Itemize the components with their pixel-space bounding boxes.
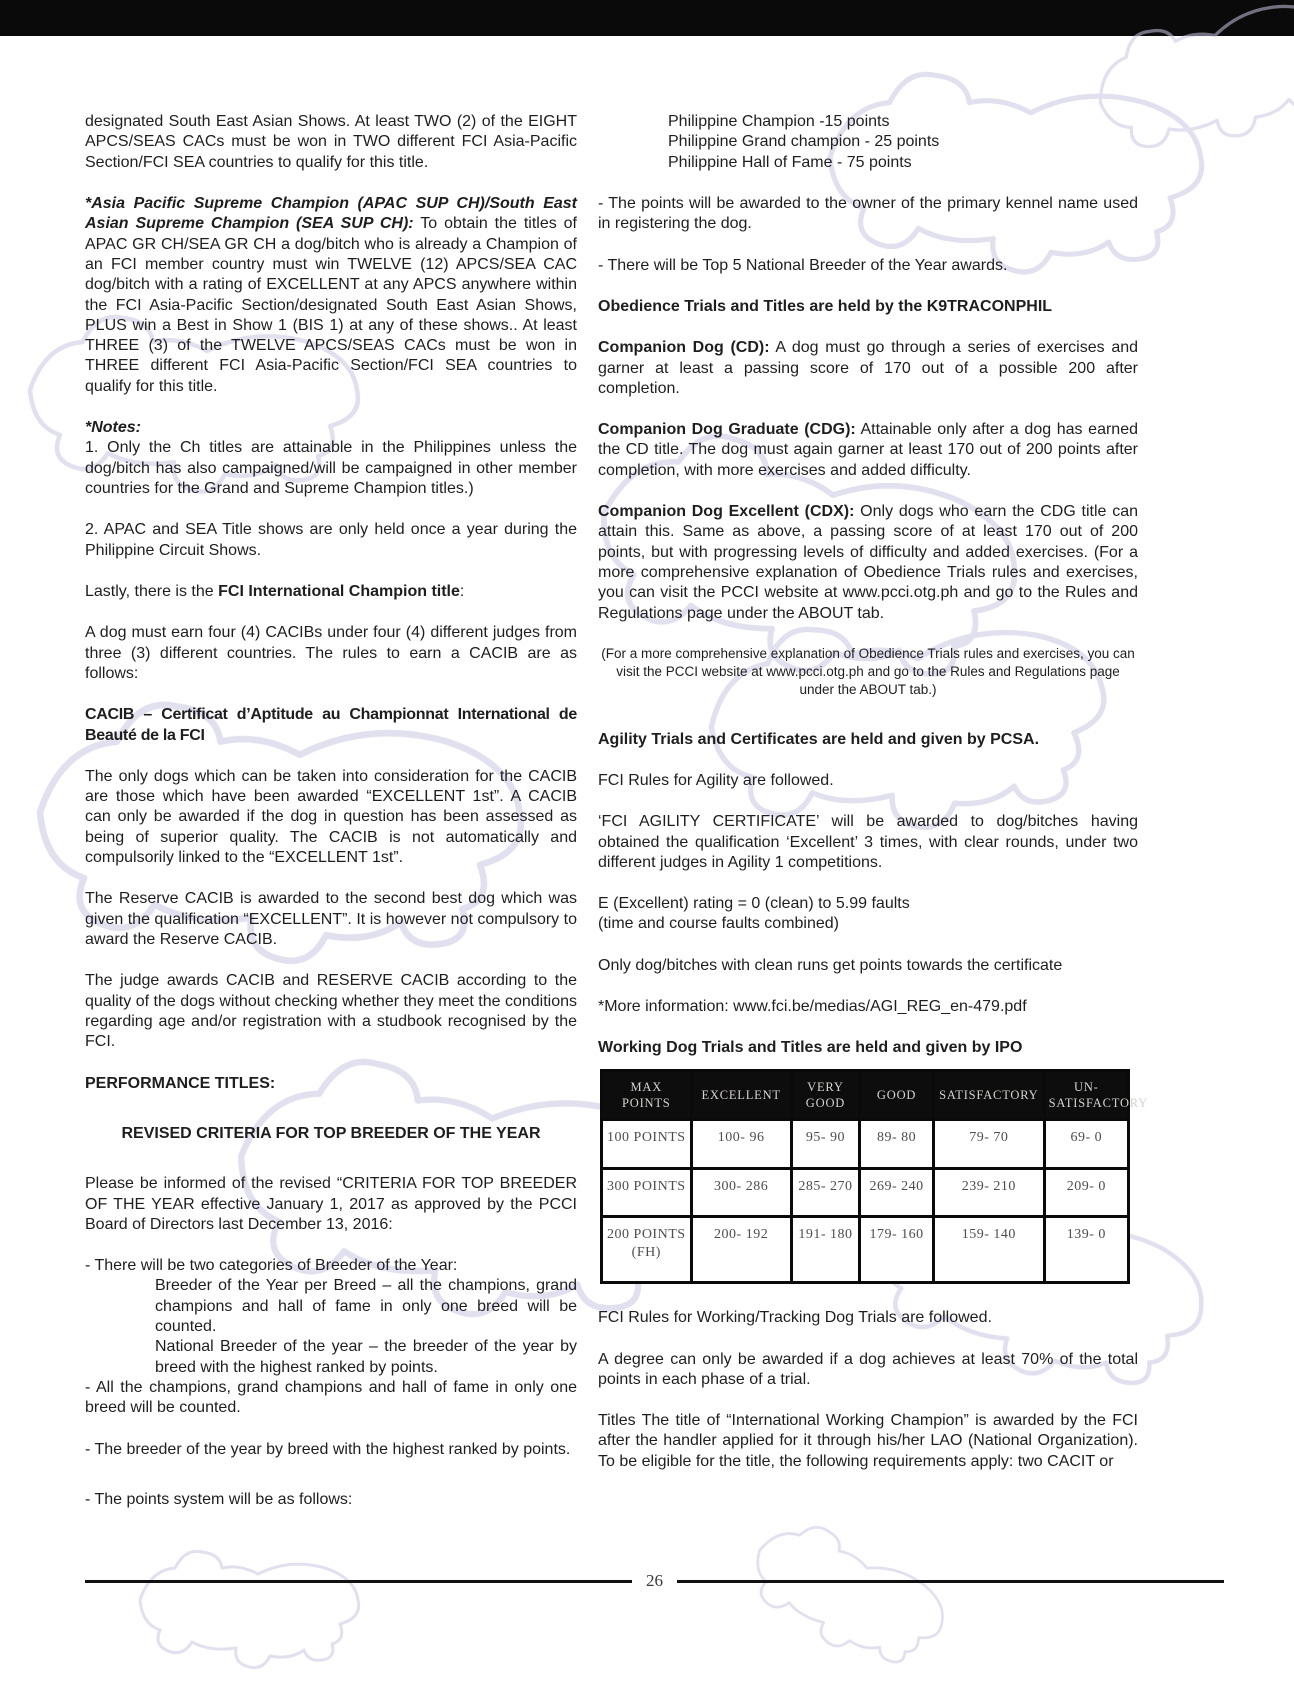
lastly-post: : xyxy=(459,582,465,600)
paragraph-points-owner: - The points will be awarded to the owner of the primary kennel name used in registering the dog. xyxy=(598,194,1138,233)
cell: 69- 0 xyxy=(1044,1120,1128,1169)
page-number: 26 xyxy=(646,1571,663,1590)
paragraph-clean-runs: Only dog/bitches with clean runs get points towards the certificate xyxy=(598,956,1063,974)
supreme-champion-heading: *Asia Pacific Supreme Champion (APAC SUP CH)/South East Asian Supreme Champion (SEA SUP CH): xyxy=(85,194,577,233)
header-good: GOOD xyxy=(860,1070,934,1120)
performance-titles-heading: PERFORMANCE TITLES: xyxy=(85,1074,276,1092)
working-dog-heading: Working Dog Trials and Titles are held and given by IPO xyxy=(598,1039,1023,1057)
header-very-good: VERY GOOD xyxy=(791,1070,860,1120)
paragraph-cacib-3: The judge awards CACIB and RESERVE CACIB according to the quality of the dogs without checking whether they meet the conditions regarding age and/or registration with a studbook recognised by the FCI. xyxy=(85,972,577,1051)
header-max-points: MAX POINTS xyxy=(602,1070,692,1120)
cdg-title: Companion Dog Graduate (CDG): xyxy=(598,421,856,439)
cell: 100- 96 xyxy=(691,1120,791,1169)
agility-trials-heading: Agility Trials and Certificates are held and given by PCSA. xyxy=(598,730,1040,748)
cell: 100 POINTS xyxy=(602,1120,692,1169)
cell: 159- 140 xyxy=(933,1217,1044,1283)
bullet-points-system: - The points system will be as follows: xyxy=(85,1490,353,1508)
points-philippine-champion: Philippine Champion -15 points xyxy=(668,113,890,130)
cell: 269- 240 xyxy=(860,1168,934,1217)
supreme-champion-text: To obtain the titles of APAC GR CH/SEA GR CH a dog/bitch who is already a Champion of an FCI member country must win TWELVE (12) APCS/SEA CAC dog/bitch with a rating of EXCELLENT at any APCS anywhere within the FCI Asia-Pacific Section/designated South East Asian Shows, PLUS win a Best in Show 1 (BIS 1) at any of these shows.. At least THREE (3) of the TWELVE APCS/SEAS CACs must be won in THREE different FCI Asia-Pacific Section/FCI SEA countries to qualify for this title. xyxy=(85,215,578,395)
cd-text: A dog must go through a series of exercises and garner at least a passing score of 170 out of a possible 200 after completion. xyxy=(598,339,1139,397)
note-1: 1. Only the Ch titles are attainable in the Philippines unless the dog/bitch has also campaigned/will be campaigned in other member countries for the Grand and Supreme Champion titles.) xyxy=(85,439,577,497)
note-2: 2. APAC and SEA Title shows are only held once a year during the Philippine Circuit Shows. xyxy=(85,521,577,559)
agility-rating-line1: E (Excellent) rating = 0 (clean) to 5.99 faults xyxy=(598,895,910,913)
cell: 300 POINTS xyxy=(602,1168,692,1217)
cell: 79- 70 xyxy=(933,1120,1044,1169)
left-column xyxy=(85,112,577,1531)
header-satisfactory: SATISFACTORY xyxy=(933,1070,1044,1120)
top-black-bar xyxy=(0,0,1294,36)
bullet-two-categories: - There will be two categories of Breeder of the Year: xyxy=(85,1257,458,1275)
footer-rule-left xyxy=(85,1580,632,1583)
table-row xyxy=(602,1168,1129,1217)
points-philippine-hall-of-fame: Philippine Hall of Fame - 75 points xyxy=(668,153,912,171)
revised-criteria-heading: REVISED CRITERIA FOR TOP BREEDER OF THE YEAR xyxy=(121,1124,541,1142)
page-footer xyxy=(85,1571,1224,1591)
cell: 300- 286 xyxy=(691,1168,791,1217)
paragraph-degree-70: A degree can only be awarded if a dog achieves at least 70% of the total points in each phase of a trial. xyxy=(598,1350,1138,1388)
sub-national-breeder: National Breeder of the year – the breeder of the year by breed with the highest ranked by points. xyxy=(155,1338,577,1376)
bullet-all-champions: - All the champions, grand champions and hall of fame in only one breed will be counted. xyxy=(85,1379,577,1417)
obedience-trials-heading: Obedience Trials and Titles are held by the K9TRACONPHIL xyxy=(598,297,1053,315)
notes-heading: *Notes: xyxy=(85,419,142,437)
cell: 200- 192 xyxy=(691,1217,791,1283)
paragraph-agility-rules: FCI Rules for Agility are followed. xyxy=(598,771,834,789)
points-philippine-grand-champion: Philippine Grand champion - 25 points xyxy=(668,133,940,151)
paragraph-cacib-1: The only dogs which can be taken into consideration for the CACIB are those which have been awarded “EXCELLENT 1st”. A CACIB can only be awarded if the dog in question has been assessed as being of superior quality. The CACIB is not automatically and compulsorily linked to the “EXCELLENT 1st”. xyxy=(85,767,577,867)
lastly-pre: Lastly, there is the xyxy=(85,582,219,600)
cacib-heading: CACIB – Certificat d’Aptitude au Championnat International de Beauté de la FCI xyxy=(85,706,577,744)
right-column xyxy=(598,112,1149,1493)
cd-title: Companion Dog (CD): xyxy=(598,339,770,357)
paragraph-international-working-champion: Titles The title of “International Working Champion” is awarded by the FCI after the handler applied for it through his/her LAO (National Organization). To be eligible for the title, the following requirements apply: two CACIT or xyxy=(598,1412,1138,1470)
cdg-text: Attainable only after a dog has earned the CD title. The dog must again garner at least 170 out of 200 points after completion, with more exercises and added difficulty. xyxy=(598,421,1138,479)
working-dog-score-table xyxy=(600,1069,1149,1285)
paragraph-top5-breeder: - There will be Top 5 National Breeder of the Year awards. xyxy=(598,256,1008,274)
cell: 95- 90 xyxy=(791,1120,860,1169)
bullet-breeder-of-year: - The breeder of the year by breed with the highest ranked by points. xyxy=(85,1440,571,1458)
agility-more-info: *More information: www.fci.be/medias/AGI_REG_en-479.pdf xyxy=(598,998,1027,1016)
paragraph-cacib-2: The Reserve CACIB is awarded to the second best dog which was given the qualification “EXCELLENT”. It is however not compulsory to award the Reserve CACIB. xyxy=(85,890,577,948)
paragraph-lastly xyxy=(85,582,577,602)
header-unsatisfactory: UN- SATISFACTORY xyxy=(1044,1070,1128,1120)
fci-international-champion-title: FCI International Champion title xyxy=(218,582,460,600)
cell: 179- 160 xyxy=(860,1217,934,1283)
paragraph-cacib-intro: A dog must earn four (4) CACIBs under four (4) different judges from three (3) different countries. The rules to earn a CACIB are as follows: xyxy=(85,624,577,682)
cdx-title: Companion Dog Excellent (CDX): xyxy=(598,503,855,521)
cell: 285- 270 xyxy=(791,1168,860,1217)
cell: 139- 0 xyxy=(1044,1217,1128,1283)
obedience-note: (For a more comprehensive explanation of Obedience Trials rules and exercises, you can visit the PCCI website at www.pcci.otg.ph and go to the Rules and Regulations page under the ABOUT tab.) xyxy=(601,645,1135,698)
cell: 209- 0 xyxy=(1044,1168,1128,1217)
cell: 200 POINTS (FH) xyxy=(602,1217,692,1283)
table-row xyxy=(602,1120,1129,1169)
sub-breeder-per-breed: Breeder of the Year per Breed – all the champions, grand champions and hall of fame in only one breed will be counted. xyxy=(155,1277,577,1336)
paragraph-apcs-intro: designated South East Asian Shows. At least TWO (2) of the EIGHT APCS/SEAS CACs must be won in TWO different FCI Asia-Pacific Section/FCI SEA countries to qualify for this title. xyxy=(85,113,577,171)
cell: 191- 180 xyxy=(791,1217,860,1283)
cdx-text: Only dogs who earn the CDG title can attain this. Same as above, a passing score of at least 170 out of 200 points, but with progressing levels of difficulty and added exercises. (For a more comprehensive explanation of Obedience Trials rules and exercises, you can visit the PCCI website at www.pcci.otg.ph and go to the Rules and Regulations page under the ABOUT tab. xyxy=(598,503,1139,622)
paragraph-working-rules: FCI Rules for Working/Tracking Dog Trials are followed. xyxy=(598,1309,992,1327)
header-excellent: EXCELLENT xyxy=(691,1070,791,1120)
score-table-header-row xyxy=(602,1070,1129,1120)
agility-rating-line2: (time and course faults combined) xyxy=(598,915,839,933)
paragraph-cd xyxy=(598,338,1138,399)
footer-rule-right xyxy=(677,1580,1224,1583)
paragraph-supreme-champion xyxy=(85,194,577,397)
paragraph-agility-certificate: ‘FCI AGILITY CERTIFICATE’ will be awarded to dog/bitches having obtained the qualification ‘Excellent’ 3 times, with clear rounds, under two different judges in Agility 1 competitions. xyxy=(598,813,1138,871)
paragraph-cdg xyxy=(598,420,1138,481)
cell: 239- 210 xyxy=(933,1168,1044,1217)
paragraph-cdx xyxy=(598,502,1138,624)
table-row xyxy=(602,1217,1129,1283)
cell: 89- 80 xyxy=(860,1120,934,1169)
paragraph-revised-criteria: Please be informed of the revised “CRITERIA FOR TOP BREEDER OF THE YEAR effective January 1, 2017 as approved by the PCCI Board of Directors last December 13, 2016: xyxy=(85,1175,577,1233)
